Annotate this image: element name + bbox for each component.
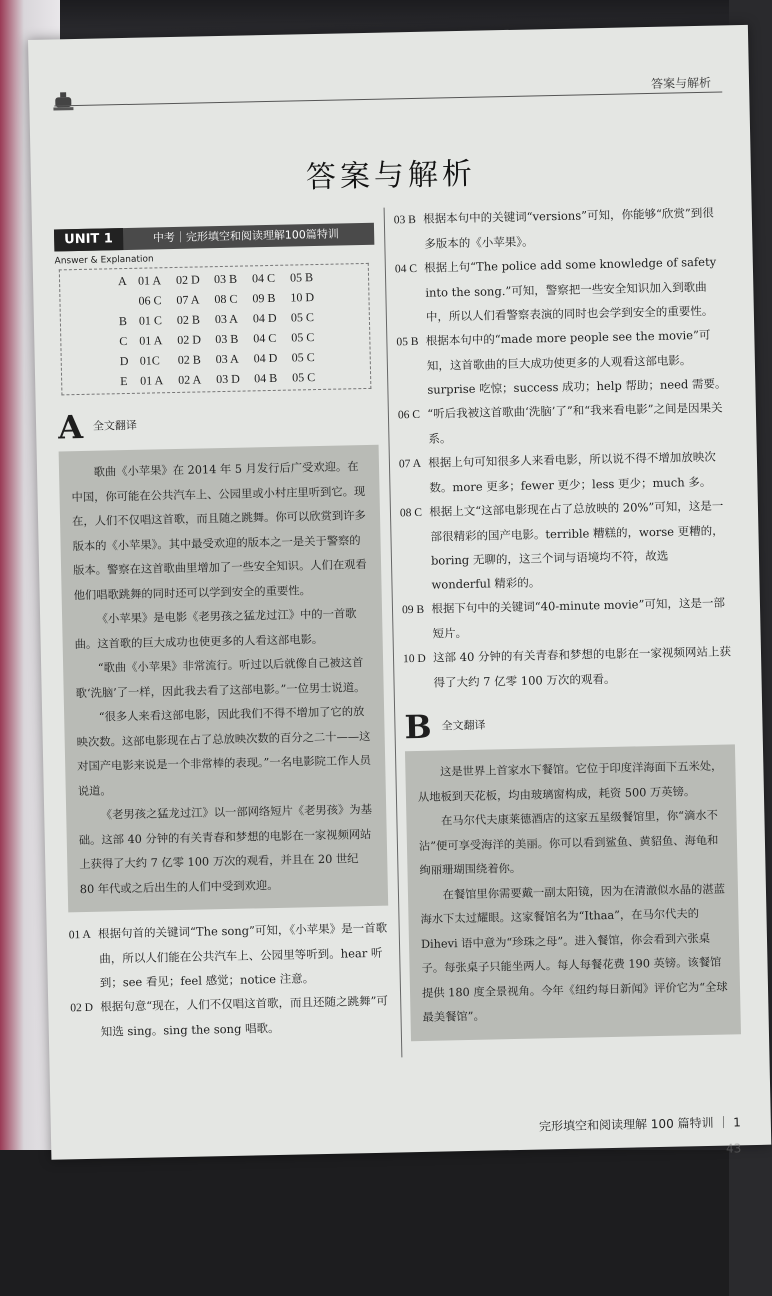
answer-number: 06 C: [397, 408, 421, 422]
answer-key-label: E: [120, 373, 128, 389]
answer-key-item: 01 A: [140, 373, 164, 388]
answer-key-label: D: [119, 353, 129, 369]
answer-number: 03 B: [393, 213, 417, 227]
page-footer: 完形填空和阅读理解 100 篇特训 ｜ 1: [538, 1115, 741, 1134]
section-a-heading: [57, 403, 379, 447]
answer-number: 08 C: [399, 506, 423, 520]
left-column: [54, 223, 391, 1045]
answer-key-item: 04 C: [251, 270, 276, 286]
answer-number: 02 D: [70, 1001, 94, 1015]
answer-key-item: 01 A: [139, 333, 163, 348]
translation-paragraph: 在马尔代夫康莱德酒店的这家五星级餐馆里，你“滴水不沾”便可享受海洋的美丽。你可以看到鲨鱼、黄貂鱼、海龟和绚丽珊瑚围绕着你。: [418, 808, 719, 877]
answer-key-item: 02 B: [177, 352, 201, 367]
translation-paragraph: 《小苹果》是电影《老男孩之猛龙过江》中的一首歌曲。这首歌的巨大成功也使更多的人看这部电影。: [74, 607, 357, 651]
answer-key-item: 05 C: [291, 370, 316, 385]
answer-key-box: [59, 263, 372, 395]
answer-text: 根据上句可知很多人来看电影，所以说不得不增加放映次数。more 更多；fewer 更少；less 更少；much 多。: [428, 449, 716, 495]
header-section-label: 答案与解析: [650, 75, 712, 91]
section-b-translation: [405, 744, 741, 1040]
answer-key-item: 04 C: [253, 330, 277, 346]
answer-key-item: 10 D: [290, 290, 315, 305]
answer-text: 根据句首的关键词“The song”可知，《小苹果》是一首歌曲，所以人们能在公共汽车上、公园里等听到。hear 听到；see 看见；feel 感觉；notice 注意。: [97, 920, 388, 990]
answer-key-item: 04 D: [253, 350, 278, 366]
header-rule: [54, 91, 722, 106]
answer-key-item: 01C: [139, 353, 160, 368]
answer-key-label: A: [117, 273, 127, 289]
answer-key-item: 05 B: [289, 270, 314, 285]
answer-key-row: [120, 366, 370, 391]
answer-number: 07 A: [398, 457, 422, 471]
answer-explanation: [402, 590, 733, 646]
answer-key-item: 03 D: [215, 371, 240, 387]
unit-badge: UNIT 1: [54, 228, 123, 251]
answer-key-item: 03 B: [213, 271, 238, 287]
answer-explanation: [395, 249, 726, 329]
answer-key-item: 01 A: [137, 273, 162, 288]
answer-text: 根据本句中的“made more people see the movie”可知，这首歌曲的巨大成功使更多的人观看这部电影。surprise 吃惊；success 成功；help 帮助；need 需要。: [425, 327, 727, 397]
teapot-logo-icon: [51, 89, 77, 112]
answer-key-item: 08 C: [214, 291, 238, 307]
translation-paragraph: 在餐馆里你需要戴一副太阳镜，因为在清澈似水晶的湛蓝海水下太过耀眼。这家餐馆名为“Ithaa”，在马尔代夫的 Dihevi 语中意为“珍珠之母”。进入餐馆，你会看到六张桌子。每张桌子只能坐两人。每人每餐花费 190 英镑。该餐馆提供 180 度全景视角。今年《纽约每日新闻》评价它为“全球最美餐馆”。: [420, 882, 728, 1024]
answer-key-item: 05 C: [291, 350, 315, 365]
answer-key-item: 01 C: [138, 313, 163, 328]
section-b-subtitle: 全文翻译: [441, 718, 486, 733]
answer-key-item: 09 B: [252, 290, 276, 306]
translation-paragraph: 《老男孩之猛龙过江》以一部网络短片《老男孩》为基础。这部 40 分钟的有关青春和梦想的电影在一家视频网站上获得了大约 7 亿零 100 万次的观看，并且在 20 世纪 80 年代或之后出生的人们中受到欢迎。: [78, 802, 373, 896]
answer-label: Answer & Explanation: [54, 254, 154, 267]
answer-explanation: [70, 989, 391, 1045]
section-a-answers-continued: [394, 200, 734, 695]
section-a-subtitle: 全文翻译: [92, 418, 138, 433]
answer-key-item: 04 B: [253, 370, 278, 386]
section-a-answers: [68, 916, 390, 1045]
answer-key-item: 02 D: [177, 332, 202, 347]
answer-key-item: 05 C: [291, 330, 315, 345]
answer-explanation: [399, 444, 730, 500]
answer-key-item: 02 D: [175, 272, 200, 287]
page-title: 答案与解析: [305, 156, 477, 196]
background-table: [0, 1150, 729, 1296]
unit-subtitle: 中考｜完形填空和阅读理解100篇特训: [152, 227, 339, 245]
translation-paragraph: “歌曲《小苹果》非常流行。听过以后就像自己被这首歌‘洗脑’了一样，因此我去看了这部电影。”一位男士说道。: [75, 656, 366, 700]
answer-number: 09 B: [401, 603, 425, 617]
answer-key-label: C: [119, 333, 128, 349]
answer-key-label: [118, 291, 138, 311]
right-column: [394, 200, 741, 1040]
translation-paragraph: 歌曲《小苹果》在 2014 年 5 月发行后广受欢迎。在中国，你可能在公共汽车上、公园里或小村庄里听到它。现在，人们不仅唱这首歌，而且随之跳舞。你可以欣赏到许多版本的《小苹果》。其中最受欢迎的版本之一是关于警察的版本。警察在这首歌曲里增加了一些安全知识。人们在观看他们唱歌跳舞的同时还可以学到安全的重要性。: [71, 460, 367, 602]
answer-key-item: 03 B: [215, 331, 239, 347]
answer-text: 根据句意“现在，人们不仅唱这首歌，而且还随之跳舞”可知选 sing。sing the song 唱歌。: [100, 993, 389, 1039]
answer-explanation: [400, 493, 732, 597]
answer-number: 01 A: [68, 928, 91, 942]
answer-text: 根据上文“这部电影现在占了总放映的 20%”可知，这是一部很精彩的国产电影。terrible 糟糕的，worse 更糟的，boring 无聊的，这三个词与语境均不符，故选 wonderful 精彩的。: [429, 498, 724, 592]
answer-text: 这部 40 分钟的有关青春和梦想的电影在一家视频网站上获得了大约 7 亿零 100 万次的观看。: [432, 644, 732, 690]
answer-number: 10 D: [402, 652, 426, 666]
section-b-letter: B: [404, 707, 432, 747]
answer-key-item: 04 D: [252, 310, 277, 326]
answer-explanation: [403, 639, 734, 695]
section-a-letter: A: [57, 407, 84, 447]
book-page: [28, 25, 771, 1160]
answer-explanation: [394, 200, 725, 256]
translation-paragraph: “很多人来看这部电影，因此我们不得不增加了它的放映次数。这部电影现在占了总放映次数的百分之二十——这对国产电影来说是一个非常棒的表现。”一名电影院工作人员说道。: [76, 705, 372, 798]
answer-key-item: 03 A: [214, 311, 239, 327]
answer-text: 根据本句中的关键词“versions”可知，你能够“欣赏”到很多版本的《小苹果》。: [423, 205, 714, 251]
section-a-translation: [59, 445, 389, 913]
answer-text: “听后我被这首歌曲‘洗脑’了”和“我来看电影”之间是因果关系。: [427, 400, 723, 446]
answer-key-item: 02 A: [178, 372, 202, 387]
answer-key-item: 03 A: [215, 351, 239, 367]
answer-key-item: 02 B: [176, 312, 201, 327]
answer-key-item: 07 A: [176, 292, 200, 307]
answer-explanation: [68, 916, 389, 996]
answer-key-label: B: [118, 313, 128, 329]
section-b-heading: [404, 702, 735, 747]
translation-paragraph: 这是世界上首家水下餐馆。它位于印度洋海面下五米处，从地板到天花板，均由玻璃窗构成，耗资 500 万英镑。: [417, 759, 723, 804]
next-page-number: 43: [725, 1141, 742, 1156]
answer-key-item: 06 C: [138, 293, 162, 308]
answer-number: 04 C: [394, 262, 418, 276]
answer-number: 05 B: [396, 335, 419, 349]
answer-explanation: [398, 395, 729, 451]
answer-text: 根据下句中的关键词“40-minute movie”可知，这是一部短片。: [431, 595, 726, 641]
answer-text: 根据上句“The police add some knowledge of safety into the song.”可知，警察把一些安全知识加入到歌曲中，所以人们看警察表演的同时也会学到安全的重要性。: [424, 254, 717, 324]
answer-key-item: 05 C: [290, 310, 315, 325]
answer-explanation: [396, 322, 727, 402]
